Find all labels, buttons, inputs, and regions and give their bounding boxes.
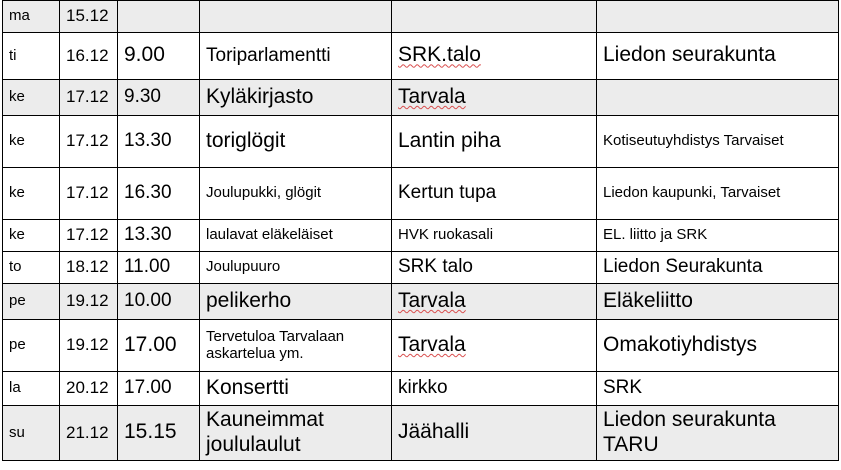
table-row xyxy=(3,168,839,220)
cell-event xyxy=(200,1,392,33)
cell-event: Tervetuloa Tarvalaan askartelua ym. xyxy=(200,320,392,372)
cell-organizer: Liedon seurakunta xyxy=(597,33,839,80)
table-row xyxy=(3,372,839,406)
cell-event: Konsertti xyxy=(200,372,392,406)
cell-day: ke xyxy=(3,116,60,168)
table-row xyxy=(3,220,839,252)
cell-event: laulavat eläkeläiset xyxy=(200,220,392,252)
cell-day: ke xyxy=(3,220,60,252)
cell-place: SRK talo xyxy=(392,252,597,284)
cell-date: 16.12 xyxy=(60,33,118,80)
cell-time: 17.00 xyxy=(118,372,200,406)
cell-day: pe xyxy=(3,320,60,372)
cell-event: Toriparlamentti xyxy=(200,33,392,80)
cell-date: 17.12 xyxy=(60,116,118,168)
cell-place: SRK.talo xyxy=(392,33,597,80)
cell-time: 10.00 xyxy=(118,284,200,320)
cell-place: HVK ruokasali xyxy=(392,220,597,252)
cell-place: Jäähalli xyxy=(392,406,597,461)
cell-event: toriglögit xyxy=(200,116,392,168)
table-row xyxy=(3,33,839,80)
cell-day: pe xyxy=(3,284,60,320)
cell-time: 11.00 xyxy=(118,252,200,284)
table-row xyxy=(3,80,839,116)
cell-date: 18.12 xyxy=(60,252,118,284)
cell-organizer: EL. liitto ja SRK xyxy=(597,220,839,252)
cell-place: Tarvala xyxy=(392,284,597,320)
table-row xyxy=(3,284,839,320)
cell-day: ke xyxy=(3,168,60,220)
cell-date: 17.12 xyxy=(60,220,118,252)
cell-organizer: SRK xyxy=(597,372,839,406)
cell-date: 15.12 xyxy=(60,1,118,33)
table-row xyxy=(3,252,839,284)
cell-place xyxy=(392,1,597,33)
cell-time: 17.00 xyxy=(118,320,200,372)
cell-time: 9.30 xyxy=(118,80,200,116)
cell-organizer: Liedon seurakunta TARU xyxy=(597,406,839,461)
cell-organizer: Omakotiyhdistys xyxy=(597,320,839,372)
cell-date: 21.12 xyxy=(60,406,118,461)
cell-event: Joulupukki, glögit xyxy=(200,168,392,220)
table-row xyxy=(3,116,839,168)
cell-day: ke xyxy=(3,80,60,116)
cell-organizer xyxy=(597,1,839,33)
cell-place: kirkko xyxy=(392,372,597,406)
cell-event: Kauneimmat joululaulut xyxy=(200,406,392,461)
cell-date: 20.12 xyxy=(60,372,118,406)
cell-organizer xyxy=(597,80,839,116)
cell-day: ti xyxy=(3,33,60,80)
cell-date: 17.12 xyxy=(60,168,118,220)
cell-organizer: Liedon Seurakunta xyxy=(597,252,839,284)
cell-place: Lantin piha xyxy=(392,116,597,168)
cell-event: Kyläkirjasto xyxy=(200,80,392,116)
cell-date: 19.12 xyxy=(60,320,118,372)
cell-organizer: Eläkeliitto xyxy=(597,284,839,320)
cell-day: to xyxy=(3,252,60,284)
table-row xyxy=(3,320,839,372)
table-row xyxy=(3,1,839,33)
cell-day: su xyxy=(3,406,60,461)
cell-time: 9.00 xyxy=(118,33,200,80)
cell-place: Tarvala xyxy=(392,320,597,372)
cell-time xyxy=(118,1,200,33)
cell-event: Joulupuuro xyxy=(200,252,392,284)
cell-time: 13.30 xyxy=(118,116,200,168)
cell-event: pelikerho xyxy=(200,284,392,320)
table-row xyxy=(3,406,839,461)
cell-organizer: Kotiseutuyhdistys Tarvaiset xyxy=(597,116,839,168)
cell-time: 13.30 xyxy=(118,220,200,252)
cell-date: 19.12 xyxy=(60,284,118,320)
cell-time: 16.30 xyxy=(118,168,200,220)
cell-organizer: Liedon kaupunki, Tarvaiset xyxy=(597,168,839,220)
cell-place: Tarvala xyxy=(392,80,597,116)
cell-date: 17.12 xyxy=(60,80,118,116)
schedule-table xyxy=(2,0,839,461)
cell-day: ma xyxy=(3,1,60,33)
cell-place: Kertun tupa xyxy=(392,168,597,220)
cell-time: 15.15 xyxy=(118,406,200,461)
cell-day: la xyxy=(3,372,60,406)
